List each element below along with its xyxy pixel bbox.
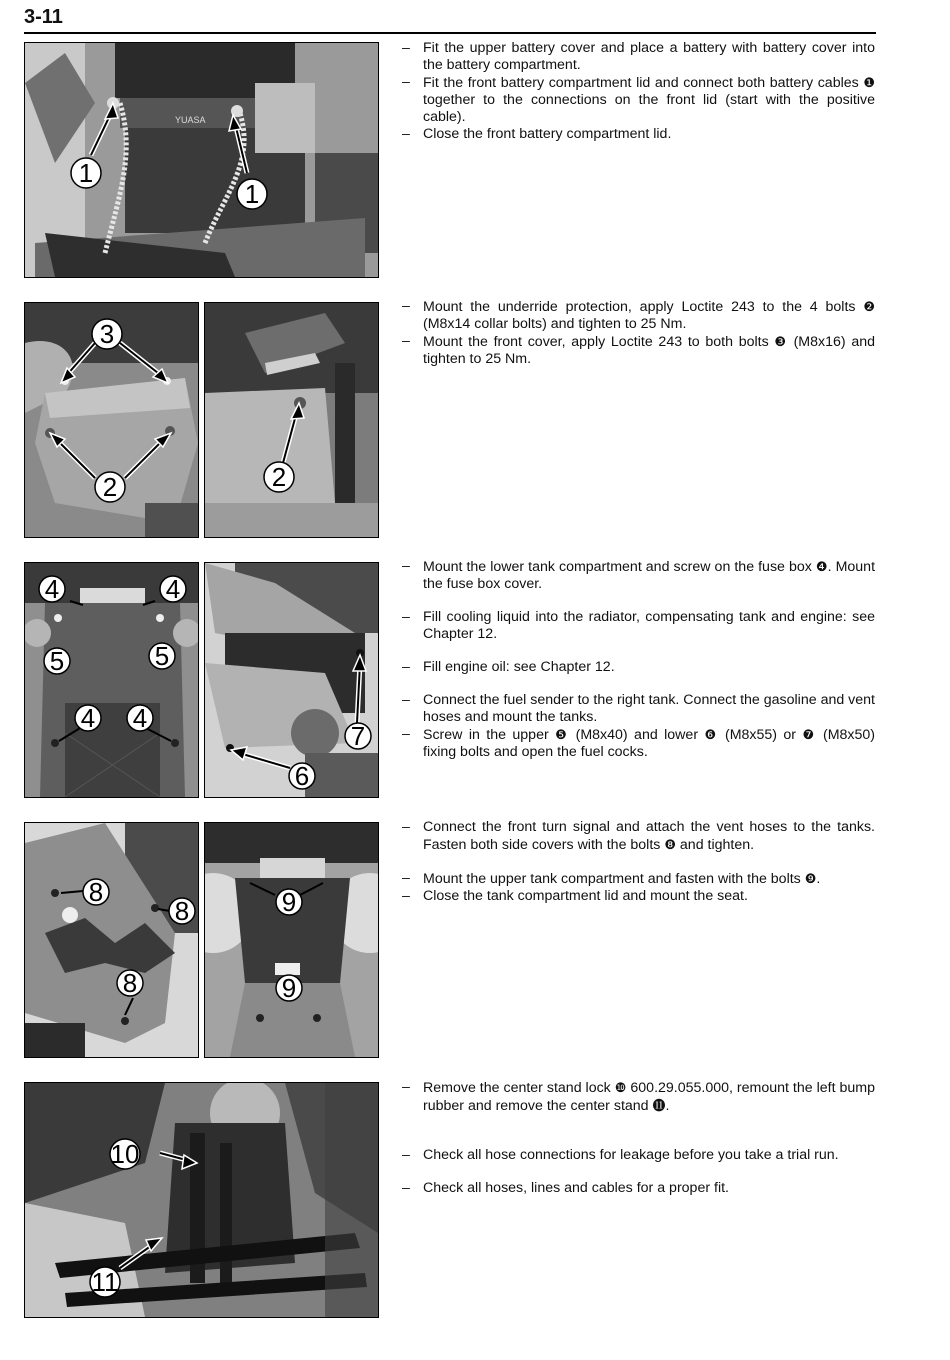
header-rule: [24, 32, 876, 34]
step: – Fill engine oil: see Chapter 12.: [402, 659, 615, 675]
photo-front-cover: [24, 302, 199, 538]
step: – Check all hose connections for leakage before you take a trial run.: [402, 1147, 839, 1163]
callout-1a: 1: [78, 158, 94, 188]
photo-upper-tank: [204, 822, 379, 1058]
photo-center-stand: [24, 1082, 379, 1318]
callout-5b: 5: [154, 641, 170, 671]
step: – Mount the underride protection, apply Loctite 243 to the 4 bolts ❷ (M8x14 collar bolts) and tighten to 25 Nm.: [402, 298, 875, 332]
callout-8b: 8: [174, 896, 190, 926]
callout-4b: 4: [165, 574, 181, 604]
callout-1b: 1: [244, 179, 260, 209]
step: – Mount the front cover, apply Loctite 243 to both bolts ❸ (M8x16) and tighten to 25 Nm.: [402, 333, 875, 367]
callout-6: 6: [294, 761, 310, 791]
callout-5a: 5: [49, 646, 65, 676]
callout-9a: 9: [281, 887, 297, 917]
photo-tank-side: [204, 562, 379, 798]
section-1-text: [402, 40, 875, 143]
callout-2a: 2: [102, 472, 118, 502]
photo-side-cover: [24, 822, 199, 1058]
page-number: 3-11: [24, 6, 63, 28]
step: – Fit the front battery compartment lid and connect both battery cables ❶ together to the connections on the front lid (start with the positive cable).: [402, 74, 875, 125]
step: – Fill cooling liquid into the radiator, compensating tank and engine: see Chapter 12.: [402, 609, 875, 642]
step: – Mount the lower tank compartment and screw on the fuse box ❹. Mount the fuse box cover.: [402, 558, 876, 592]
callout-11: 11: [91, 1267, 119, 1297]
callout-8c: 8: [122, 968, 138, 998]
callout-9b: 9: [281, 973, 297, 1003]
step: – Fit the upper battery cover and place a battery with battery cover into the battery compartment.: [402, 40, 875, 73]
step: – Screw in the upper ❺ (M8x40) and lower ❻ (M8x55) or ❼ (M8x50) fixing bolts and open the fuel cocks.: [402, 726, 876, 760]
battery-brand-text: YUASA: [175, 115, 206, 125]
callout-8a: 8: [88, 877, 104, 907]
section-3-text: [402, 558, 875, 761]
step: – Remove the center stand lock ❿ 600.29.055.000, remount the left bump rubber and remove the center stand ⓫.: [402, 1079, 875, 1114]
callout-4d: 4: [132, 703, 148, 733]
section-2-text: [402, 298, 875, 368]
callout-3: 3: [99, 319, 115, 349]
step: – Connect the front turn signal and attach the vent hoses to the tanks. Fasten both side covers with the bolts ❽ and tighten.: [402, 819, 875, 853]
photo-underride-protection: [204, 302, 379, 538]
section-4-text: [402, 819, 875, 905]
step: – Close the tank compartment lid and mount the seat.: [402, 888, 748, 904]
step: – Mount the upper tank compartment and fasten with the bolts ❾.: [402, 870, 821, 887]
callout-4c: 4: [80, 703, 96, 733]
photo-battery-compartment: [24, 42, 379, 278]
callout-2b: 2: [271, 462, 287, 492]
photo-fuse-box: [24, 562, 199, 798]
step: – Connect the fuel sender to the right tank. Connect the gasoline and vent hoses and mount the tanks.: [402, 692, 875, 725]
callout-4a: 4: [44, 574, 60, 604]
section-5-text: [402, 1079, 875, 1197]
step: – Close the front battery compartment lid.: [402, 126, 672, 142]
callout-7: 7: [350, 721, 366, 751]
step: – Check all hoses, lines and cables for a proper fit.: [402, 1180, 729, 1196]
callout-10: 10: [110, 1139, 140, 1169]
